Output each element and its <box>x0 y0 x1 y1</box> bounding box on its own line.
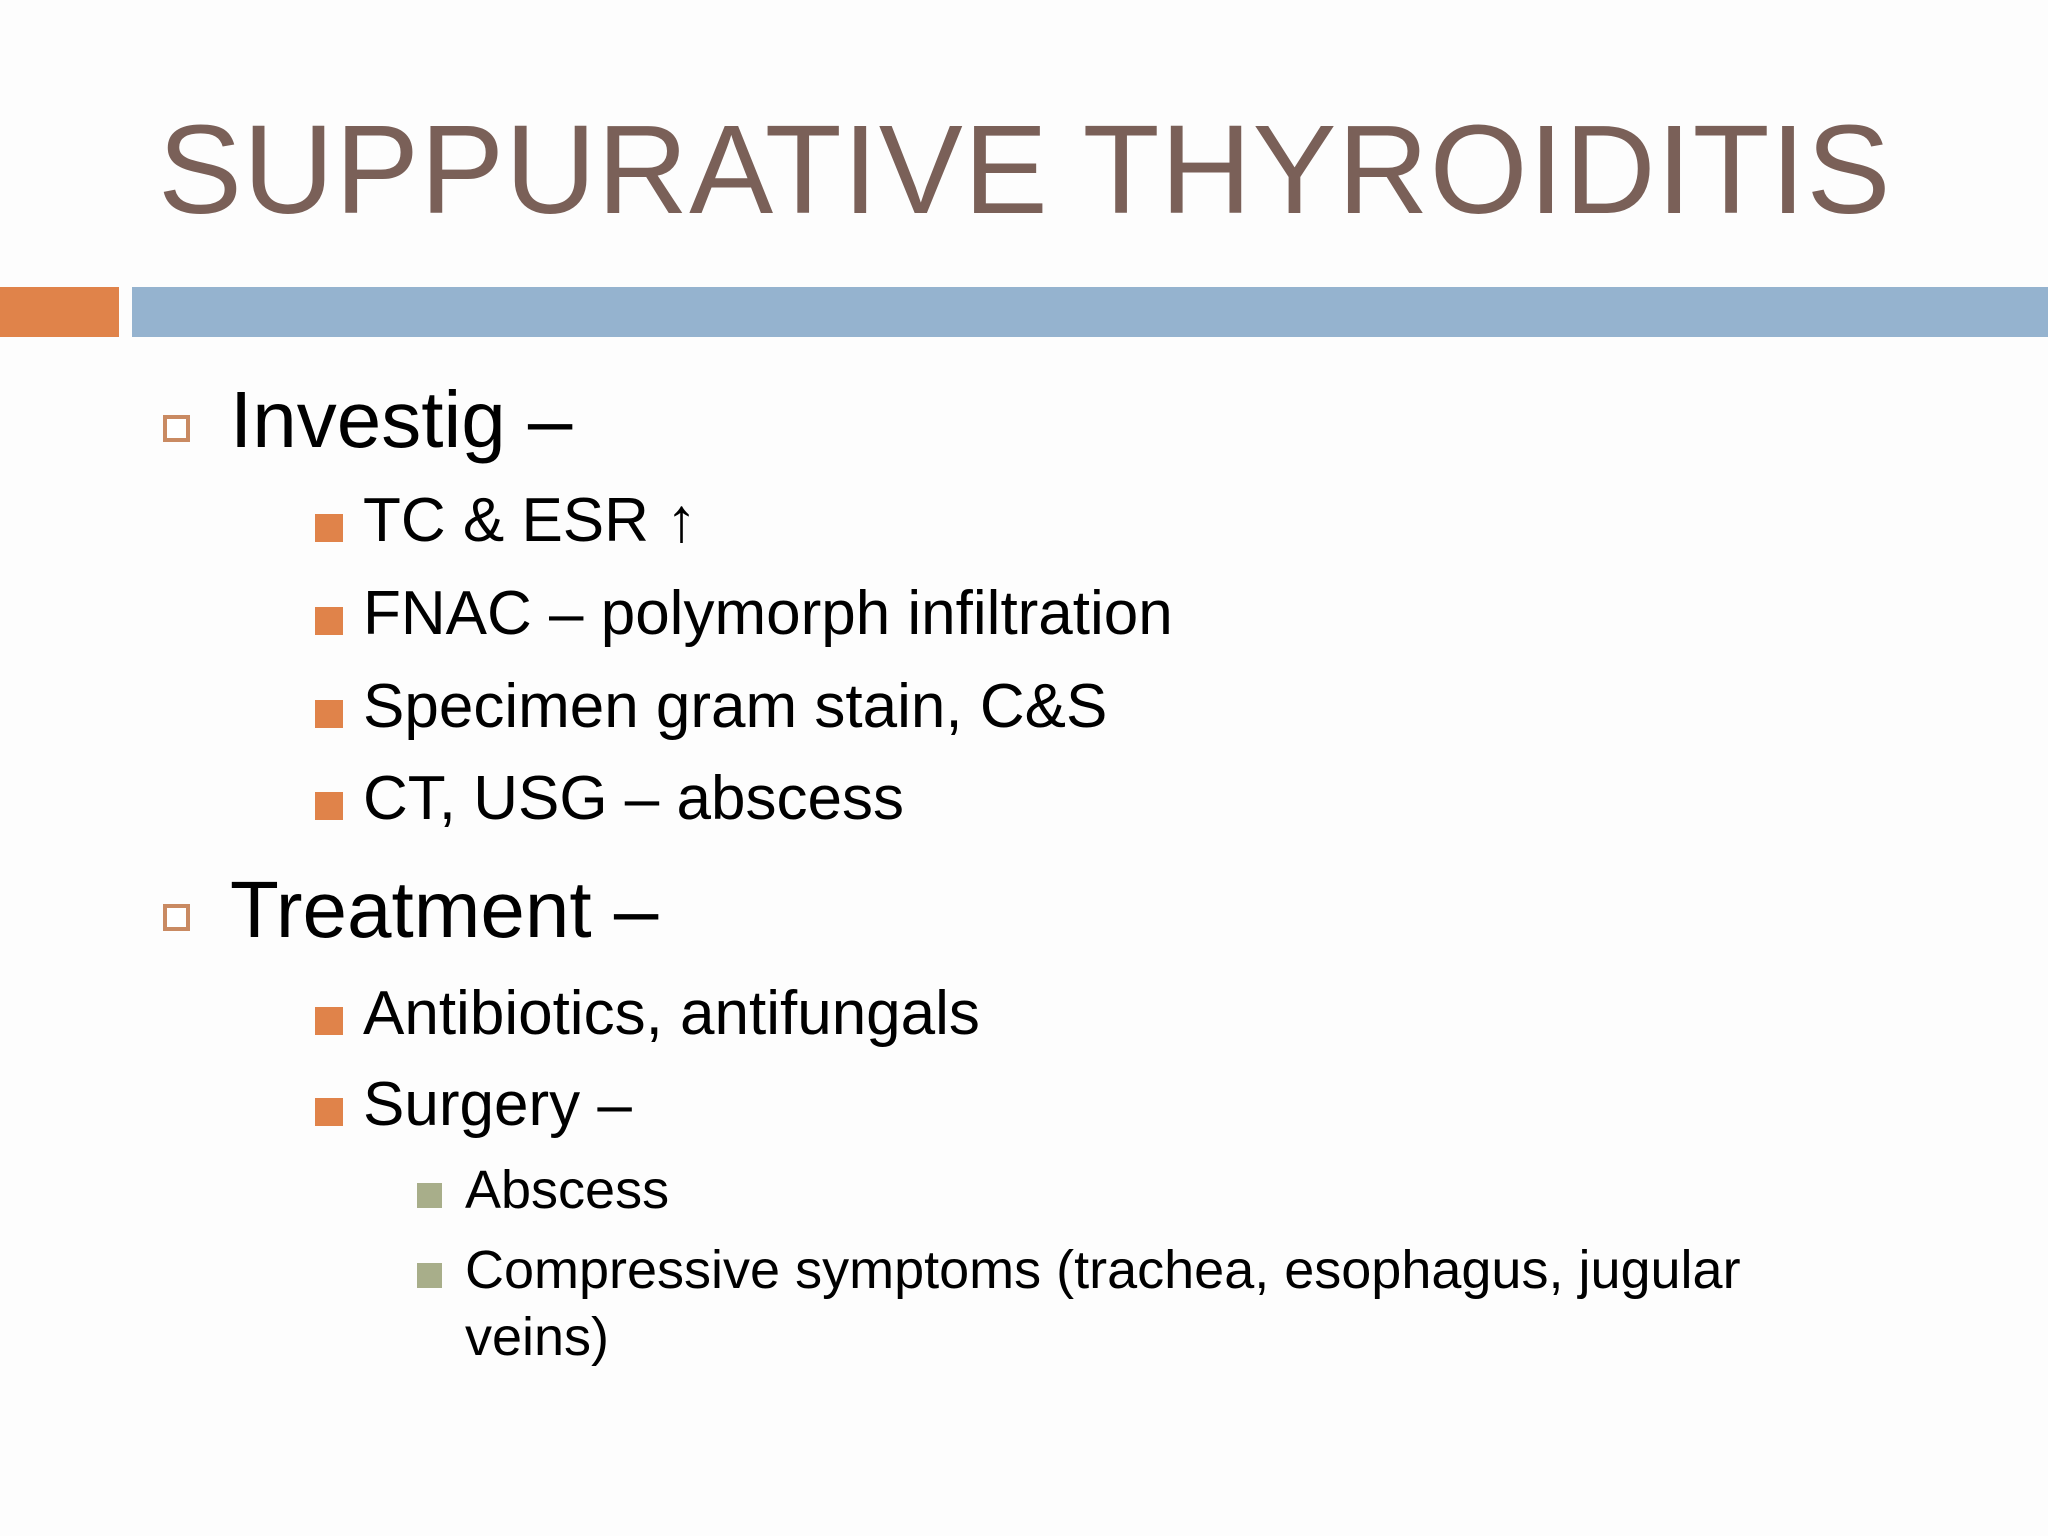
section-heading-investigations: Investig – <box>230 375 573 464</box>
hollow-square-bullet-icon <box>163 904 190 931</box>
orange-square-bullet-icon <box>315 1007 343 1035</box>
list-item: CT, USG – abscess <box>363 764 904 833</box>
slide-title: SUPPURATIVE THYROIDITIS <box>158 99 1892 240</box>
orange-square-bullet-icon <box>315 792 343 820</box>
green-square-bullet-icon <box>417 1263 442 1288</box>
sub-list-item: Abscess <box>465 1160 670 1220</box>
list-item: FNAC – polymorph infiltration <box>363 579 1173 648</box>
orange-square-bullet-icon <box>315 607 343 635</box>
list-item: Surgery – <box>363 1070 632 1139</box>
list-item: Specimen gram stain, C&S <box>363 672 1108 741</box>
section-heading-treatment: Treatment – <box>230 865 659 954</box>
sub-list-item-continuation: veins) <box>465 1307 610 1367</box>
orange-square-bullet-icon <box>315 514 343 542</box>
hollow-square-bullet-icon <box>163 415 190 442</box>
sub-list-item: Compressive symptoms (trachea, esophagus, jugular <box>465 1240 1741 1300</box>
orange-square-bullet-icon <box>315 700 343 728</box>
list-item: Antibiotics, antifungals <box>363 979 980 1048</box>
orange-square-bullet-icon <box>315 1098 343 1126</box>
list-item: TC & ESR ↑ <box>363 486 698 555</box>
green-square-bullet-icon <box>417 1183 442 1208</box>
